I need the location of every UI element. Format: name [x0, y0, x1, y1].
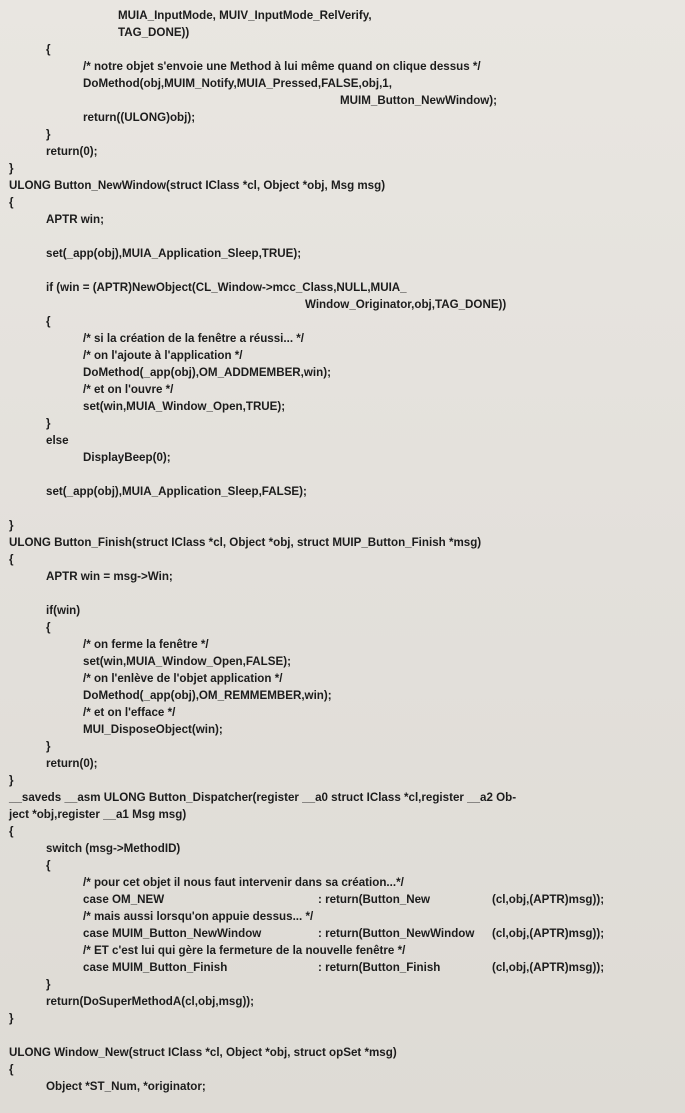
code-line: /* pour cet objet il nous faut intervenir dans sa création...*/ — [83, 875, 404, 889]
code-line: set(win,MUIA_Window_Open,FALSE); — [83, 654, 291, 668]
code-column-2: : return(Button_NewWindow — [318, 926, 475, 940]
code-column-3: (cl,obj,(APTR)msg)); — [492, 892, 605, 906]
code-line: __saveds __asm ULONG Button_Dispatcher(register __a0 struct IClass *cl,register __a2 Ob- — [9, 790, 517, 804]
code-column-1: case OM_NEW — [83, 892, 165, 906]
code-line: ULONG Button_Finish(struct IClass *cl, Object *obj, struct MUIP_Button_Finish *msg) — [9, 535, 482, 549]
code-line: set(_app(obj),MUIA_Application_Sleep,FALSE); — [46, 484, 307, 498]
code-column-1: case MUIM_Button_Finish — [83, 960, 228, 974]
code-line: { — [9, 1062, 14, 1076]
code-line: { — [46, 858, 51, 872]
code-line-columns — [0, 893, 685, 907]
code-line: { — [46, 620, 51, 634]
code-line: set(_app(obj),MUIA_Application_Sleep,TRUE); — [46, 246, 302, 260]
code-column-2: : return(Button_Finish — [318, 960, 441, 974]
code-line: Window_Originator,obj,TAG_DONE)) — [305, 297, 507, 311]
code-line: TAG_DONE)) — [118, 25, 190, 39]
code-line: /* mais aussi lorsqu'on appuie dessus... */ — [83, 909, 314, 923]
code-line: } — [9, 1011, 14, 1025]
code-line: { — [9, 824, 14, 838]
code-line: else — [46, 433, 69, 447]
code-line: return(0); — [46, 144, 98, 158]
code-line-columns — [0, 927, 685, 941]
code-line: DoMethod(_app(obj),OM_REMMEMBER,win); — [83, 688, 332, 702]
code-line: /* et on l'ouvre */ — [83, 382, 174, 396]
code-line: DisplayBeep(0); — [83, 450, 171, 464]
code-line: switch (msg->MethodID) — [46, 841, 181, 855]
code-line: /* on l'enlève de l'objet application */ — [83, 671, 283, 685]
code-column-3: (cl,obj,(APTR)msg)); — [492, 926, 605, 940]
code-line: DoMethod(_app(obj),OM_ADDMEMBER,win); — [83, 365, 331, 379]
code-line: MUI_DisposeObject(win); — [83, 722, 223, 736]
code-line: { — [46, 42, 51, 56]
code-line: /* on ferme la fenêtre */ — [83, 637, 209, 651]
code-line: { — [9, 552, 14, 566]
code-line: MUIM_Button_NewWindow); — [340, 93, 498, 107]
code-line: /* on l'ajoute à l'application */ — [83, 348, 243, 362]
code-line: } — [9, 161, 14, 175]
code-line: DoMethod(obj,MUIM_Notify,MUIA_Pressed,FALSE,obj,1, — [83, 76, 392, 90]
code-line: MUIA_InputMode, MUIV_InputMode_RelVerify, — [118, 8, 372, 22]
code-line-columns — [0, 961, 685, 975]
code-line: /* notre objet s'envoie une Method à lui même quand on clique dessus */ — [83, 59, 481, 73]
code-line: { — [9, 195, 14, 209]
code-line: } — [46, 977, 51, 991]
code-line: /* et on l'efface */ — [83, 705, 176, 719]
code-line: return(0); — [46, 756, 98, 770]
code-line: { — [46, 314, 51, 328]
code-line: } — [46, 416, 51, 430]
code-line: return((ULONG)obj); — [83, 110, 196, 124]
code-line: /* ET c'est lui qui gère la fermeture de la nouvelle fenêtre */ — [83, 943, 406, 957]
code-line: } — [9, 518, 14, 532]
code-line: /* si la création de la fenêtre a réussi... */ — [83, 331, 305, 345]
code-column-2: : return(Button_New — [318, 892, 431, 906]
code-column-3: (cl,obj,(APTR)msg)); — [492, 960, 605, 974]
code-line: } — [46, 127, 51, 141]
code-line: } — [46, 739, 51, 753]
code-line: APTR win = msg->Win; — [46, 569, 173, 583]
code-line: set(win,MUIA_Window_Open,TRUE); — [83, 399, 286, 413]
code-line: } — [9, 773, 14, 787]
code-line: ULONG Button_NewWindow(struct IClass *cl, Object *obj, Msg msg) — [9, 178, 386, 192]
code-line: if(win) — [46, 603, 81, 617]
code-line: return(DoSuperMethodA(cl,obj,msg)); — [46, 994, 255, 1008]
code-column-1: case MUIM_Button_NewWindow — [83, 926, 262, 940]
code-line: if (win = (APTR)NewObject(CL_Window->mcc_Class,NULL,MUIA_ — [46, 280, 407, 294]
code-line: APTR win; — [46, 212, 104, 226]
code-line: ULONG Window_New(struct IClass *cl, Object *obj, struct opSet *msg) — [9, 1045, 397, 1059]
code-line: ject *obj,register __a1 Msg msg) — [9, 807, 187, 821]
code-line: Object *ST_Num, *originator; — [46, 1079, 206, 1093]
